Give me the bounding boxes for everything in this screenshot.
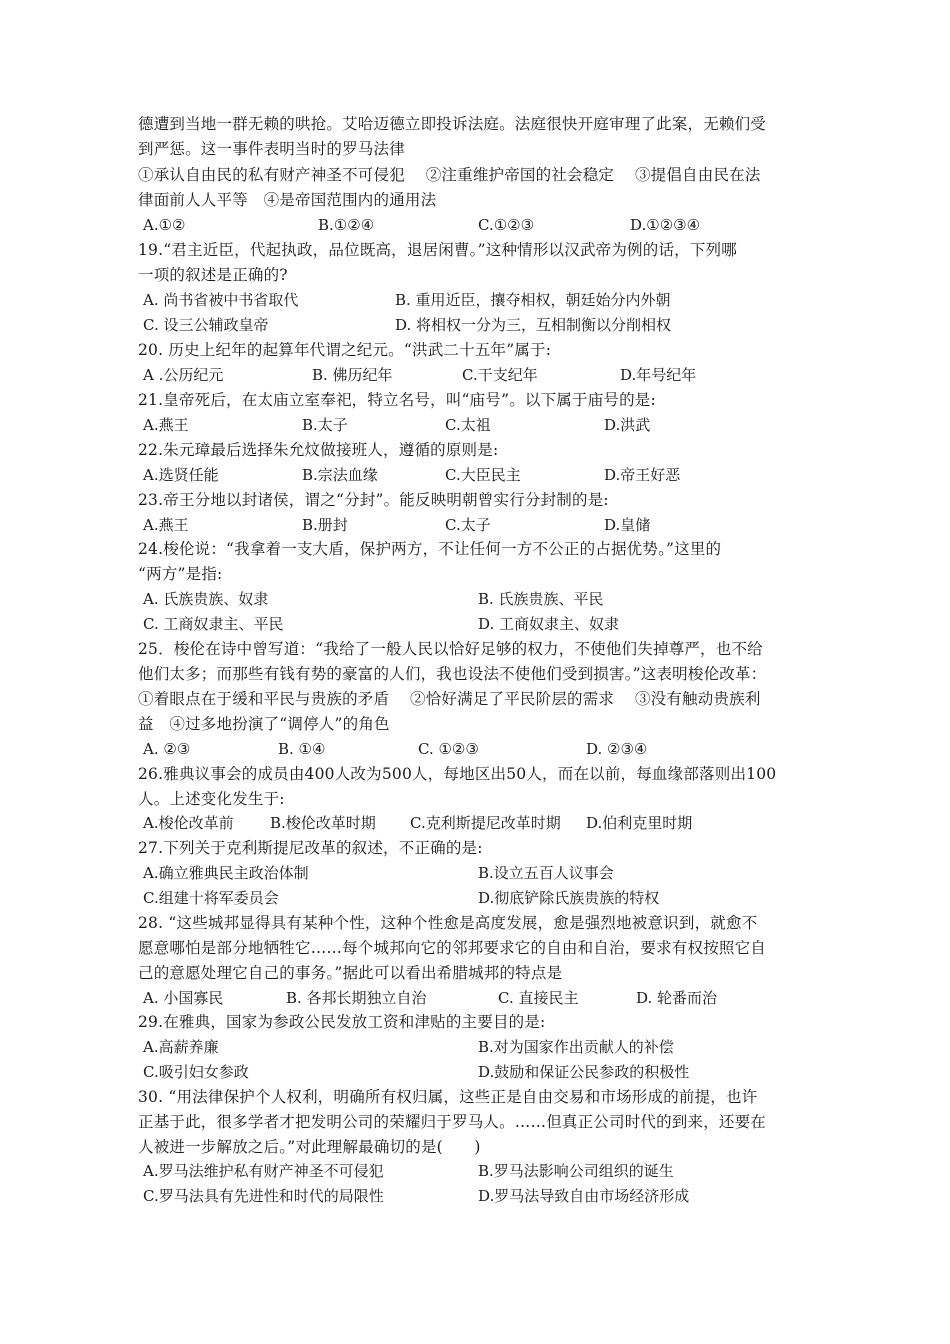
answer-option: A.梭伦改革前 xyxy=(143,814,234,832)
answer-option: D.①②③④ xyxy=(630,216,701,234)
answer-option: C. 设三公辅政皇帝 xyxy=(143,316,269,334)
text-line: 正基于此，很多学者才把发明公司的荣耀归于罗马人。……但真正公司时代的到来，还要在 xyxy=(138,1113,767,1131)
answer-option: A.选贤任能 xyxy=(143,466,219,484)
text-line: 他们太多；而那些有钱有势的豪富的人们，我也设法不使他们受到损害。”这表明梭伦改革： xyxy=(138,665,767,683)
answer-option: D.彻底铲除氏族贵族的特权 xyxy=(478,889,660,907)
text-line: 21.皇帝死后，在太庙立室奉祀，特立名号，叫“庙号”。以下属于庙号的是: xyxy=(138,391,656,409)
answer-option: A .公历纪元 xyxy=(143,366,224,384)
answer-option: A. 尚书省被中书省取代 xyxy=(143,291,299,309)
answer-option: D.年号纪年 xyxy=(620,366,697,384)
answer-option: A.高薪养廉 xyxy=(143,1038,219,1056)
text-line: 律面前人人平等 ④是帝国范围内的通用法 xyxy=(138,191,437,209)
answer-option: C.罗马法具有先进性和时代的局限性 xyxy=(143,1187,384,1205)
answer-option: B. 各邦长期独立自治 xyxy=(286,989,427,1007)
text-line: 20. 历史上纪年的起算年代谓之纪元。“洪武二十五年”属于: xyxy=(138,341,552,359)
answer-option: C.太子 xyxy=(445,516,491,534)
text-line: 28. “这些城邦显得具有某种个性，这种个性愈是高度发展，愈是强烈地被意识到，就愈不 xyxy=(138,914,758,932)
answer-option: A.燕王 xyxy=(143,516,189,534)
answer-option: B.设立五百人议事会 xyxy=(478,864,614,882)
text-line: 26.雅典议事会的成员由400人改为500人，每地区出50人，而在以前，每血缘部落则出100 xyxy=(138,765,777,783)
answer-option: D. 轮番而治 xyxy=(636,989,718,1007)
answer-option: D. ②③④ xyxy=(586,740,648,758)
answer-option: D.帝王好恶 xyxy=(604,466,681,484)
answer-option: A. 小国寡民 xyxy=(143,989,224,1007)
answer-option: C.太祖 xyxy=(445,416,491,434)
text-line: 30. “用法律保护个人权利，明确所有权归属，这些正是自由交易和市场形成的前提，也许 xyxy=(138,1088,758,1106)
answer-option: B. 佛历纪年 xyxy=(312,366,393,384)
answer-option: C. 直接民主 xyxy=(498,989,579,1007)
text-line: 19.“君主近臣，代起执政，品位既高，退居闲曹。”这种情形以汉武帝为例的话，下列哪 xyxy=(138,241,737,259)
text-line: 22.朱元璋最后选择朱允炆做接班人，遵循的原则是: xyxy=(138,441,499,459)
answer-option: C.组建十将军委员会 xyxy=(143,889,279,907)
text-line: 25．梭伦在诗中曾写道：“我给了一般人民以恰好足够的权力，不使他们失掉尊严，也不给 xyxy=(138,640,763,658)
text-line: “两方”是指: xyxy=(138,565,223,583)
text-line: 27.下列关于克利斯提尼改革的叙述，不正确的是: xyxy=(138,839,483,857)
answer-option: B.①②④ xyxy=(318,216,375,234)
answer-option: A.燕王 xyxy=(143,416,189,434)
answer-option: B. 重用近臣，攘夺相权，朝廷始分内外朝 xyxy=(395,291,671,309)
answer-option: B.宗法血缘 xyxy=(302,466,378,484)
text-line: 己的意愿处理它自己的事务。”据此可以看出希腊城邦的特点是 xyxy=(138,964,563,982)
text-line: ①承认自由民的私有财产神圣不可侵犯 ②注重维护帝国的社会稳定 ③提倡自由民在法 xyxy=(138,166,761,184)
answer-option: C.干支纪年 xyxy=(462,366,538,384)
answer-option: D. 将相权一分为三，互相制衡以分削相权 xyxy=(395,316,672,334)
text-line: 23.帝王分地以封诸侯，谓之“分封”。能反映明朝曾实行分封制的是: xyxy=(138,491,609,509)
answer-option: A.①② xyxy=(143,216,186,234)
answer-option: D. 工商奴隶主、奴隶 xyxy=(478,615,620,633)
answer-option: A. ②③ xyxy=(143,740,191,758)
answer-option: B. 氏族贵族、平民 xyxy=(478,590,604,608)
answer-option: A. 氏族贵族、奴隶 xyxy=(143,590,269,608)
answer-option: B.梭伦改革时期 xyxy=(270,814,376,832)
answer-option: A.罗马法维护私有财产神圣不可侵犯 xyxy=(143,1162,384,1180)
answer-option: B.太子 xyxy=(302,416,348,434)
answer-option: C. ①②③ xyxy=(418,740,479,758)
answer-option: C. 工商奴隶主、平民 xyxy=(143,615,284,633)
answer-option: C.大臣民主 xyxy=(445,466,521,484)
text-line: 到严惩。这一事件表明当时的罗马法律 xyxy=(138,140,405,158)
text-line: 一项的叙述是正确的? xyxy=(138,266,288,284)
text-line: 29.在雅典，国家为参政公民发放工资和津贴的主要目的是: xyxy=(138,1013,546,1031)
answer-option: B.册封 xyxy=(302,516,348,534)
text-line: 人。上述变化发生于: xyxy=(138,790,285,808)
answer-option: D.洪武 xyxy=(604,416,651,434)
answer-option: B. ①④ xyxy=(278,740,326,758)
answer-option: B.对为国家作出贡献人的补偿 xyxy=(478,1038,674,1056)
answer-option: D.伯利克里时期 xyxy=(586,814,693,832)
answer-option: A.确立雅典民主政治体制 xyxy=(143,864,309,882)
answer-option: C.克利斯提尼改革时期 xyxy=(410,814,561,832)
text-line: ①着眼点在于缓和平民与贵族的矛盾 ②恰好满足了平民阶层的需求 ③没有触动贵族利 xyxy=(138,690,761,708)
answer-option: D.皇储 xyxy=(604,516,651,534)
answer-option: D.鼓励和保证公民参政的积极性 xyxy=(478,1063,690,1081)
text-line: 24.梭伦说：“我拿着一支大盾，保护两方，不让任何一方不公正的占据优势。”这里的 xyxy=(138,540,722,558)
answer-option: B.罗马法影响公司组织的诞生 xyxy=(478,1162,674,1180)
text-line: 愿意哪怕是部分地牺牲它……每个城邦向它的邻邦要求它的自由和自治，要求有权按照它自 xyxy=(138,939,767,957)
answer-option: C.吸引妇女参政 xyxy=(143,1063,249,1081)
text-line: 益 ④过多地扮演了“调停人”的角色 xyxy=(138,715,390,733)
text-line: 德遭到当地一群无赖的哄抢。艾哈迈德立即投诉法庭。法庭很快开庭审理了此案，无赖们受 xyxy=(138,115,767,133)
answer-option: D.罗马法导致自由市场经济形成 xyxy=(478,1187,690,1205)
answer-option: C.①②③ xyxy=(478,216,535,234)
text-line: 人被进一步解放之后。”对此理解最确切的是( ) xyxy=(138,1138,481,1156)
